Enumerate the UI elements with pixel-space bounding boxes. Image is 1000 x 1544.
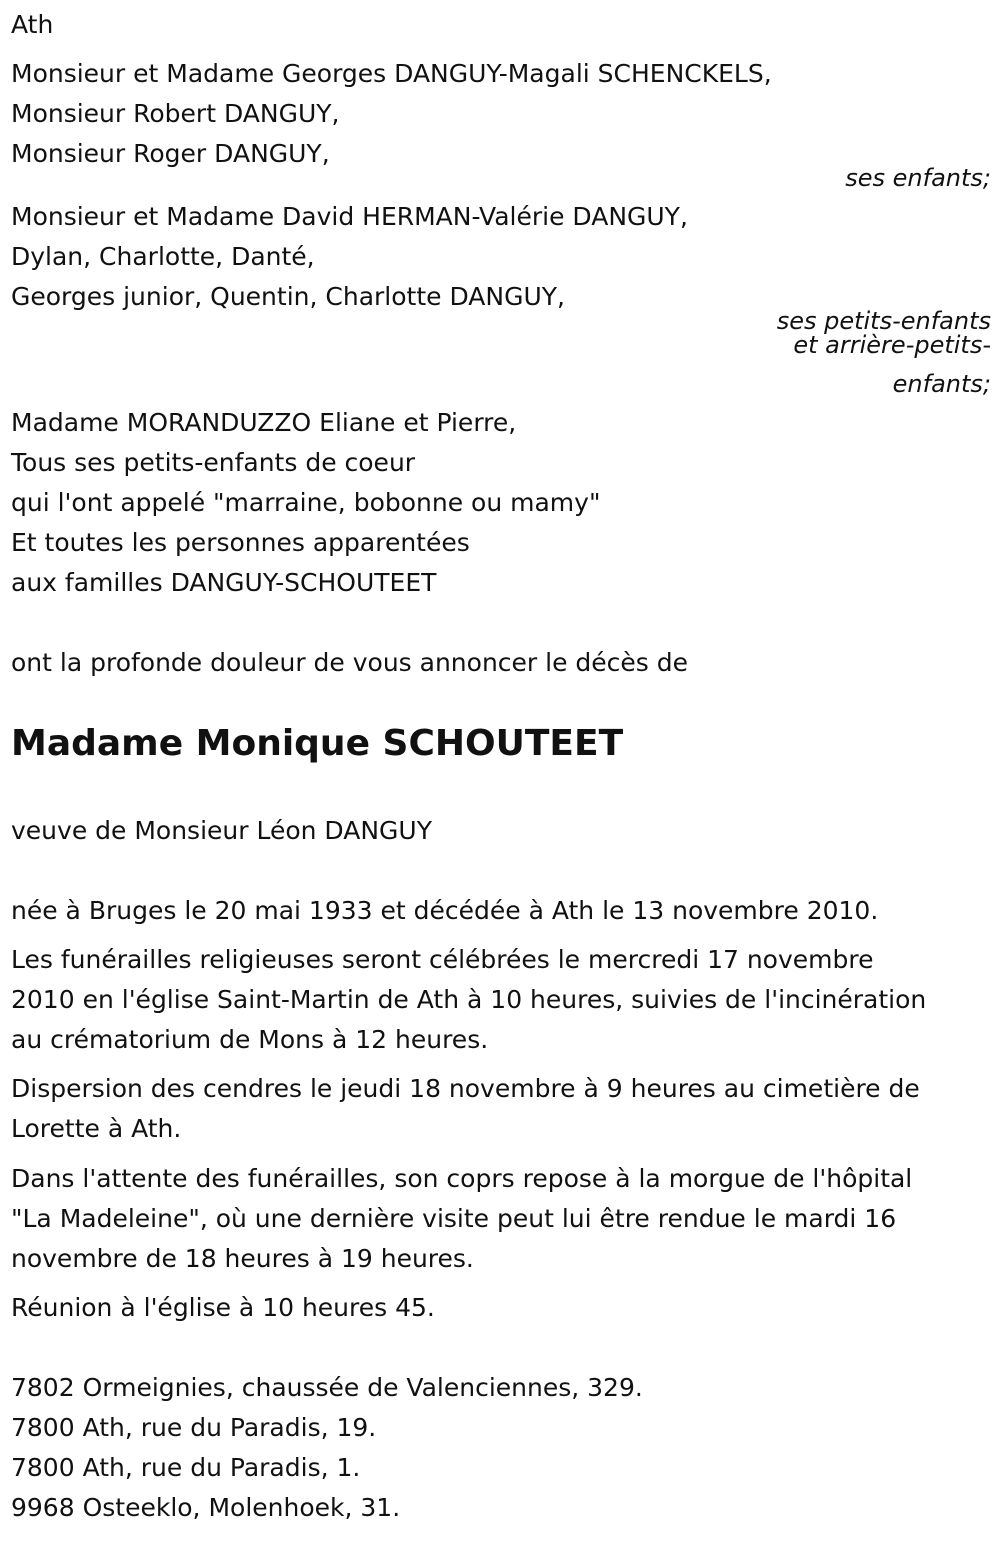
address-line: 9968 Osteeklo, Molenhoek, 31. xyxy=(11,1493,401,1522)
address-line: 7802 Ormeignies, chaussée de Valenciennes, 329. xyxy=(11,1373,643,1402)
children-relation: ses enfants; xyxy=(845,164,991,192)
grandchild-line: Georges junior, Quentin, Charlotte DANGUY, xyxy=(11,282,565,311)
birth-death-line: née à Bruges le 20 mai 1933 et décédée à Ath le 13 novembre 2010. xyxy=(11,896,879,925)
funeral-line: au crématorium de Mons à 12 heures. xyxy=(11,1025,489,1054)
relative-line: aux familles DANGUY-SCHOUTEET xyxy=(11,568,437,597)
meeting-line: Réunion à l'église à 10 heures 45. xyxy=(11,1293,435,1322)
grandchildren-relation-line: enfants; xyxy=(892,370,991,398)
relative-line: Et toutes les personnes apparentées xyxy=(11,528,470,557)
address-line: 7800 Ath, rue du Paradis, 1. xyxy=(11,1453,361,1482)
grandchild-line: Dylan, Charlotte, Danté, xyxy=(11,242,315,271)
announcement-text: ont la profonde douleur de vous annoncer le décès de xyxy=(11,648,689,677)
grandchild-line: Monsieur et Madame David HERMAN-Valérie DANGUY, xyxy=(11,202,688,231)
address-line: 7800 Ath, rue du Paradis, 19. xyxy=(11,1413,377,1442)
relative-line: Tous ses petits-enfants de coeur xyxy=(11,448,416,477)
town-header: Ath xyxy=(11,10,54,39)
child-line: Monsieur et Madame Georges DANGUY-Magali SCHENCKELS, xyxy=(11,59,772,88)
viewing-line: Dans l'attente des funérailles, son coprs repose à la morgue de l'hôpital xyxy=(11,1164,913,1193)
relative-line: Madame MORANDUZZO Eliane et Pierre, xyxy=(11,408,517,437)
funeral-line: 2010 en l'église Saint-Martin de Ath à 10 heures, suivies de l'incinération xyxy=(11,985,927,1014)
deceased-name: Madame Monique SCHOUTEET xyxy=(11,723,624,764)
funeral-line: Les funérailles religieuses seront célébrées le mercredi 17 novembre xyxy=(11,945,874,974)
grandchildren-relation-line: ses petits-enfants xyxy=(776,307,991,335)
grandchildren-relation-line: et arrière-petits- xyxy=(793,331,991,359)
child-line: Monsieur Roger DANGUY, xyxy=(11,139,330,168)
dispersion-line: Lorette à Ath. xyxy=(11,1114,182,1143)
spouse-line: veuve de Monsieur Léon DANGUY xyxy=(11,816,432,845)
viewing-line: "La Madeleine", où une dernière visite peut lui être rendue le mardi 16 xyxy=(11,1204,897,1233)
child-line: Monsieur Robert DANGUY, xyxy=(11,99,340,128)
relative-line: qui l'ont appelé "marraine, bobonne ou mamy" xyxy=(11,488,601,517)
viewing-line: novembre de 18 heures à 19 heures. xyxy=(11,1244,474,1273)
dispersion-line: Dispersion des cendres le jeudi 18 novembre à 9 heures au cimetière de xyxy=(11,1074,920,1103)
